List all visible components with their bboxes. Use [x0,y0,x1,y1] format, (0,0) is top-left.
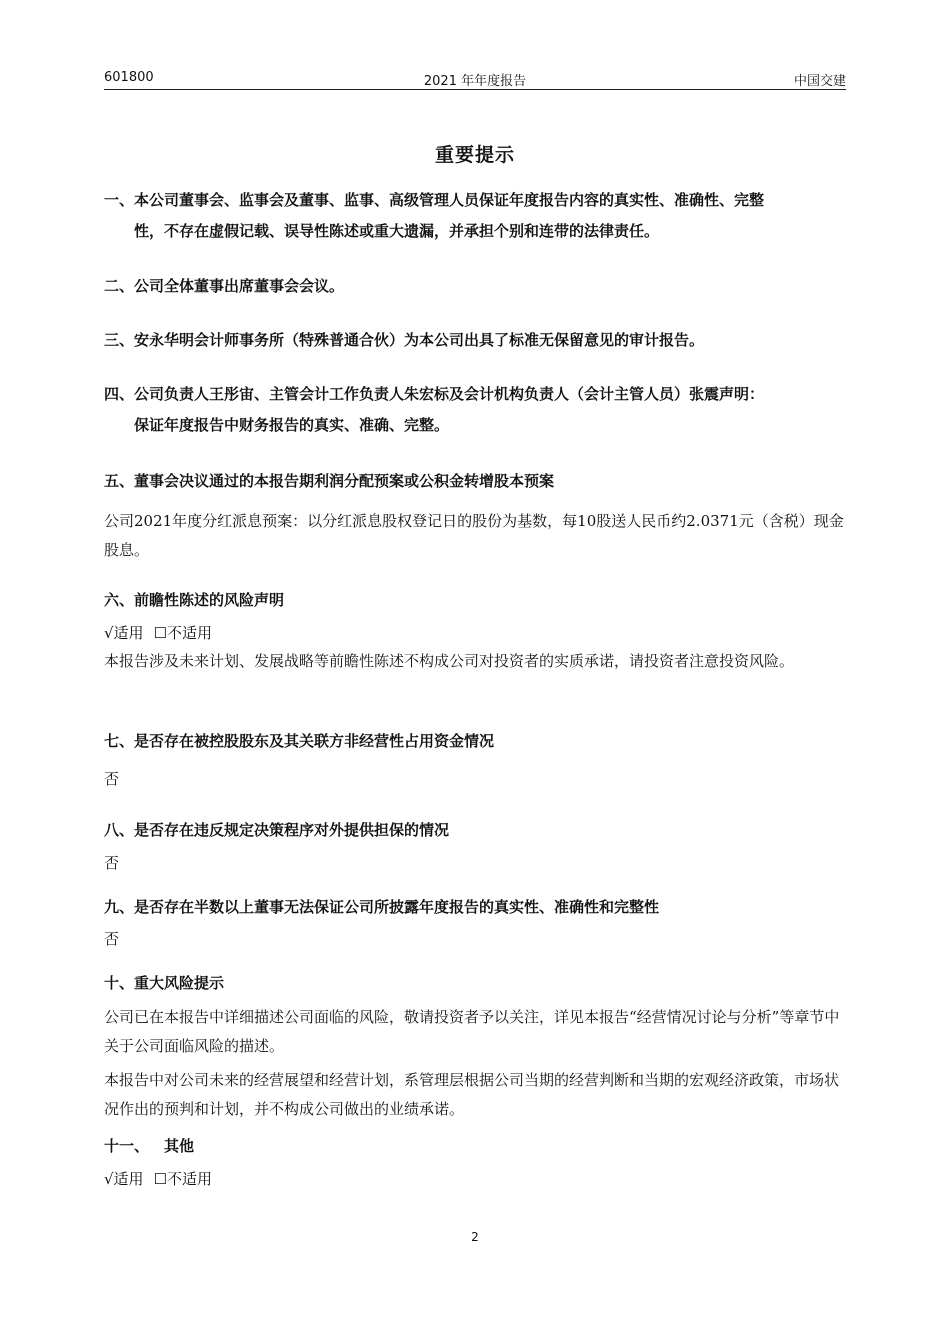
item-number: 二、 [104,277,135,295]
item-4 [104,379,846,441]
item-number: 四、 [104,385,135,403]
item-text: 安永华明会计师事务所（特殊普通合伙）为本公司出具了标准无保留意见的审计报告。 [134,331,705,349]
item-5 [104,466,846,497]
item-3 [104,325,846,356]
item-8 [104,815,846,846]
item-7 [104,726,846,757]
item-11 [104,1131,846,1162]
page-header [104,70,846,88]
report-title: 2021 年年度报告 [423,74,527,89]
item-6 [104,585,846,616]
item-1 [104,185,846,247]
item-number: 十、 [104,974,135,992]
page-title: 重要提示 [434,144,515,166]
item-text: 重大风险提示 [134,974,225,992]
item-number: 七、 [104,732,135,750]
item-2 [104,271,846,302]
item-text: 公司全体董事出席董事会会议。 [134,277,345,295]
item-number: 一、 [104,191,135,209]
item-text: 董事会决议通过的本报告期利润分配预案或公积金转增股本预案 [134,472,555,490]
item-number: 五、 [104,472,135,490]
applicable-checked: √适用 [104,1170,144,1188]
item-10 [104,968,846,999]
answer-9: 否 [104,930,120,948]
forward-looking-text: 本报告涉及未来计划、发展战略等前瞻性陈述不构成公司对投资者的实质承诺，请投资者注意投资风险。 [104,652,795,670]
item-number: 八、 [104,821,135,839]
item-text: 前瞻性陈述的风险声明 [134,591,285,609]
answer-7: 否 [104,770,120,788]
item-text: 本公司董事会、监事会及董事、监事、高级管理人员保证年度报告内容的真实性、准确性、完整 [134,191,765,209]
stock-code: 601800 [104,70,154,85]
item-text: 是否存在被控股股东及其关联方非经营性占用资金情况 [134,732,495,750]
dividend-text: 公司2021年度分红派息预案：以分红派息股权登记日的股份为基数，每10股送人民币约2.0371元（含税）现金股息。 [104,512,844,559]
item-text-cont: 保证年度报告中财务报告的真实、准确、完整。 [134,416,450,434]
applicable-checked: √适用 [104,624,144,642]
item-9 [104,892,846,923]
answer-8: 否 [104,854,120,872]
checkbox-row-6 [104,622,222,644]
item-number: 三、 [104,331,135,349]
page-number: 2 [471,1230,479,1244]
item-number: 十一、 [104,1137,150,1155]
item-text-cont: 性，不存在虚假记载、误导性陈述或重大遗漏，并承担个别和连带的法律责任。 [134,222,660,240]
checkbox-row-11 [104,1168,222,1190]
not-applicable-box: ☐不适用 [153,624,213,642]
item-text: 公司负责人王彤宙、主管会计工作负责人朱宏标及会计机构负责人（会计主管人员）张震声明： [134,385,765,403]
item-number: 六、 [104,591,135,609]
item-text: 是否存在半数以上董事无法保证公司所披露年度报告的真实性、准确性和完整性 [134,898,660,916]
risk-text-2: 本报告中对公司未来的经营展望和经营计划，系管理层根据公司当期的经营判断和当期的宏观经济政策，市场状况作出的预判和计划，并不构成公司做出的业绩承诺。 [104,1071,840,1118]
item-text: 其他 [164,1137,195,1155]
item-text: 是否存在违反规定决策程序对外提供担保的情况 [134,821,450,839]
item-number: 九、 [104,898,135,916]
header-rule [104,89,846,90]
not-applicable-box: ☐不适用 [153,1170,213,1188]
company-name: 中国交建 [793,74,846,89]
risk-text-1: 公司已在本报告中详细描述公司面临的风险，敬请投资者予以关注，详见本报告“经营情况讨论与分析”等章节中关于公司面临风险的描述。 [104,1008,840,1055]
